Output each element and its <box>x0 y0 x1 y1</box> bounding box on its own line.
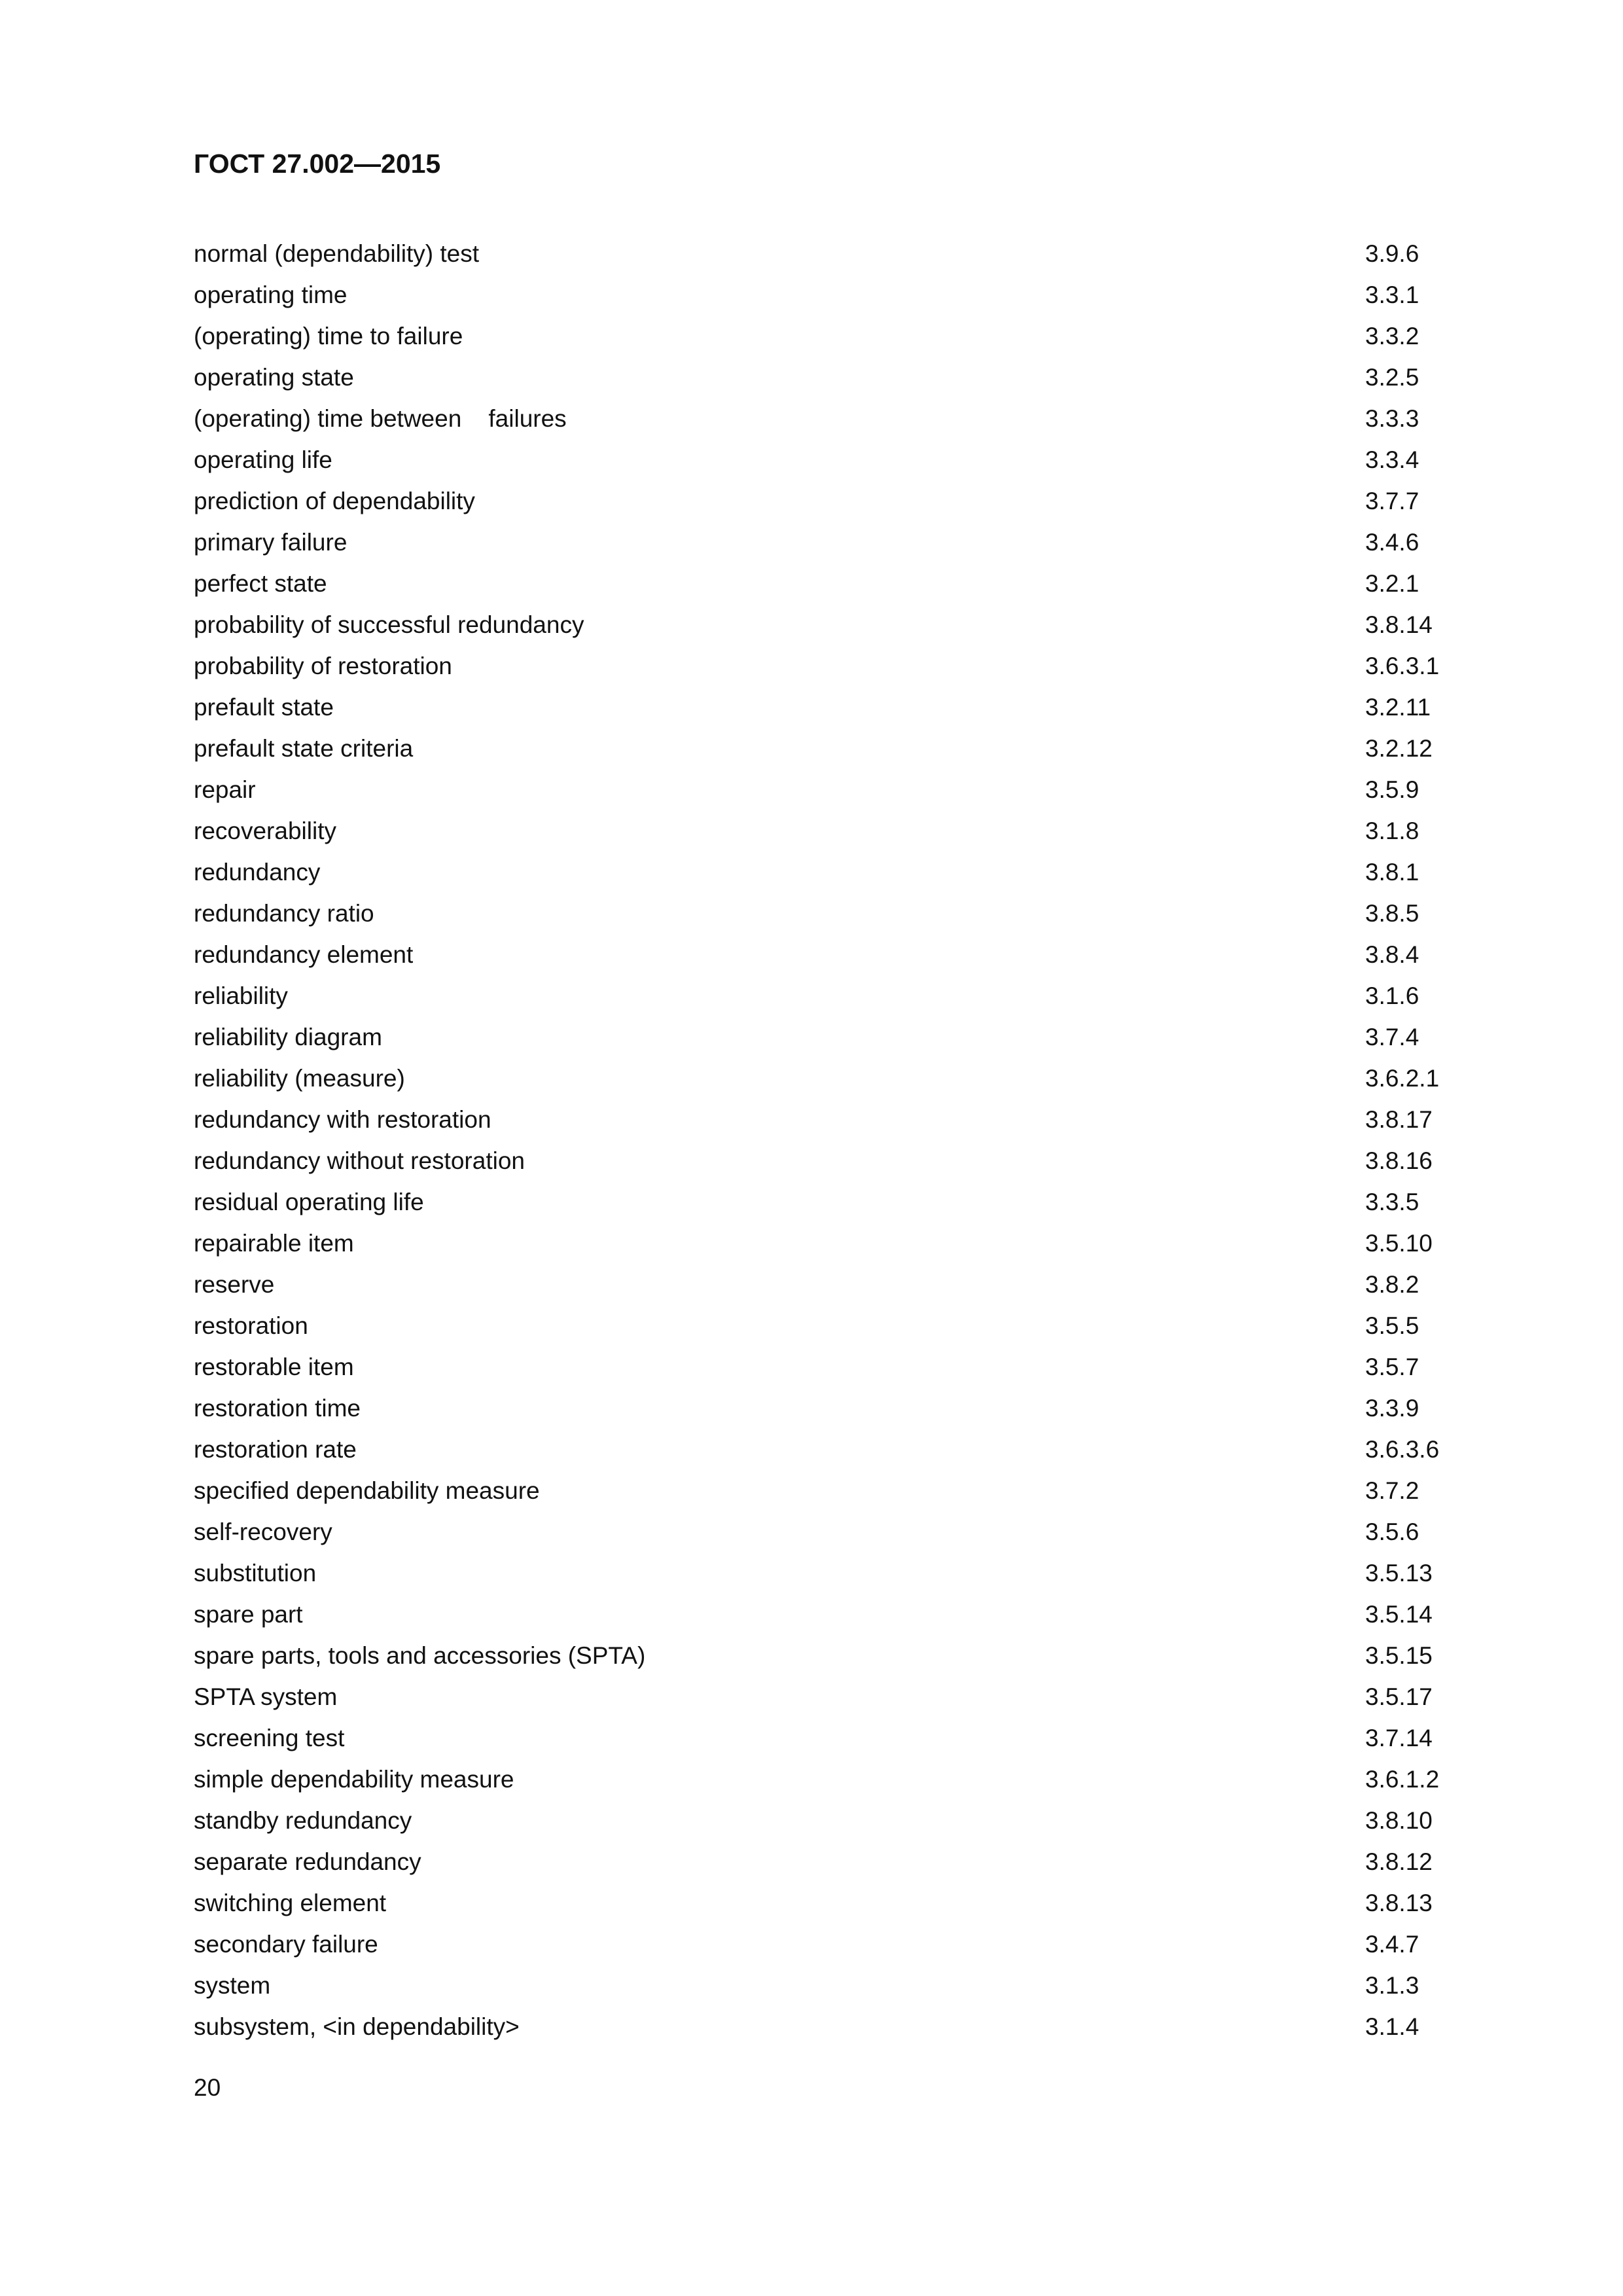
index-term: (operating) time between failures <box>194 405 567 432</box>
index-entry <box>194 1511 1470 1552</box>
index-reference-number: 3.8.16 <box>1365 1147 1433 1174</box>
index-reference-number: 3.3.3 <box>1365 405 1419 432</box>
index-term: (operating) time to failure <box>194 323 463 350</box>
index-term: prefault state criteria <box>194 735 414 762</box>
index-reference-number: 3.6.2.1 <box>1365 1065 1440 1092</box>
index-reference-number: 3.9.6 <box>1365 240 1419 267</box>
index-reference-number: 3.1.4 <box>1365 2013 1419 2040</box>
index-term: probability of restoration <box>194 653 452 679</box>
index-term: probability of successful redundancy <box>194 611 584 638</box>
index-entry <box>194 1552 1470 1594</box>
index-term: repair <box>194 776 256 803</box>
index-entry <box>194 1965 1470 2006</box>
index-entry <box>194 563 1470 604</box>
index-entry <box>194 1924 1470 1965</box>
index-reference-number: 3.8.1 <box>1365 859 1419 886</box>
index-reference-number: 3.4.6 <box>1365 529 1419 556</box>
index-reference-number: 3.8.2 <box>1365 1271 1419 1298</box>
index-term: prediction of dependability <box>194 488 475 514</box>
index-reference-number: 3.5.6 <box>1365 1518 1419 1545</box>
index-term: standby redundancy <box>194 1807 412 1834</box>
index-entry <box>194 769 1470 810</box>
index-reference-number: 3.8.13 <box>1365 1890 1433 1916</box>
index-reference-number: 3.2.5 <box>1365 364 1419 391</box>
index-term: prefault state <box>194 694 334 721</box>
index-reference-number: 3.3.1 <box>1365 281 1419 308</box>
index-reference-number: 3.5.10 <box>1365 1230 1433 1257</box>
index-entry <box>194 2006 1470 2047</box>
index-entry <box>194 1594 1470 1635</box>
index-reference-number: 3.2.1 <box>1365 570 1419 597</box>
index-entry <box>194 274 1470 315</box>
index-term: subsystem, <in dependability> <box>194 2013 520 2040</box>
index-entry <box>194 522 1470 563</box>
index-entry <box>194 1470 1470 1511</box>
index-reference-number: 3.7.14 <box>1365 1725 1433 1751</box>
index-term: primary failure <box>194 529 348 556</box>
index-reference-number: 3.1.3 <box>1365 1972 1419 1999</box>
index-reference-number: 3.5.17 <box>1365 1683 1433 1710</box>
index-entry <box>194 1099 1470 1140</box>
index-term: reliability <box>194 982 288 1009</box>
index-entry <box>194 233 1470 274</box>
index-entry <box>194 1181 1470 1223</box>
index-reference-number: 3.5.9 <box>1365 776 1419 803</box>
index-term: redundancy without restoration <box>194 1147 525 1174</box>
index-entry <box>194 1717 1470 1759</box>
index-term: reserve <box>194 1271 275 1298</box>
index-term: specified dependability measure <box>194 1477 540 1504</box>
index-reference-number: 3.1.8 <box>1365 817 1419 844</box>
index-entry <box>194 398 1470 439</box>
index-reference-number: 3.8.10 <box>1365 1807 1433 1834</box>
index-term: redundancy with restoration <box>194 1106 491 1133</box>
index-term: repairable item <box>194 1230 354 1257</box>
index-term: operating life <box>194 446 332 473</box>
index-reference-number: 3.8.17 <box>1365 1106 1433 1133</box>
index-term: spare part <box>194 1601 303 1628</box>
index-term: restoration <box>194 1312 308 1339</box>
index-term: recoverability <box>194 817 336 844</box>
index-reference-number: 3.5.13 <box>1365 1560 1433 1587</box>
index-term: redundancy <box>194 859 321 886</box>
index-reference-number: 3.5.7 <box>1365 1354 1419 1380</box>
index-reference-number: 3.3.5 <box>1365 1189 1419 1215</box>
index-entry <box>194 604 1470 645</box>
index-entry <box>194 810 1470 852</box>
index-term: operating state <box>194 364 354 391</box>
index-entry <box>194 1346 1470 1388</box>
index-reference-number: 3.7.2 <box>1365 1477 1419 1504</box>
index-entry <box>194 728 1470 769</box>
index-entry <box>194 1264 1470 1305</box>
index-term: simple dependability measure <box>194 1766 514 1793</box>
index-reference-number: 3.2.11 <box>1365 694 1431 721</box>
index-term: screening test <box>194 1725 345 1751</box>
index-entry <box>194 439 1470 480</box>
index-entry <box>194 852 1470 893</box>
index-reference-number: 3.8.14 <box>1365 611 1433 638</box>
index-reference-number: 3.3.2 <box>1365 323 1419 350</box>
index-reference-number: 3.5.5 <box>1365 1312 1419 1339</box>
index-reference-number: 3.8.4 <box>1365 941 1419 968</box>
index-entry <box>194 1759 1470 1800</box>
index-reference-number: 3.8.12 <box>1365 1848 1433 1875</box>
index-entry <box>194 1800 1470 1841</box>
page-number: 20 <box>194 2074 221 2101</box>
index-reference-number: 3.5.15 <box>1365 1642 1433 1669</box>
index-entry <box>194 893 1470 934</box>
index-term: reliability (measure) <box>194 1065 405 1092</box>
index-entry <box>194 645 1470 687</box>
index-term: operating time <box>194 281 348 308</box>
index-term: system <box>194 1972 271 1999</box>
index-entry <box>194 480 1470 522</box>
index-term: self-recovery <box>194 1518 332 1545</box>
index-reference-number: 3.3.9 <box>1365 1395 1419 1422</box>
index-term: SPTA system <box>194 1683 338 1710</box>
index-entry <box>194 315 1470 357</box>
index-reference-number: 3.8.5 <box>1365 900 1419 927</box>
term-index-list <box>194 233 1470 2047</box>
index-reference-number: 3.6.1.2 <box>1365 1766 1440 1793</box>
index-entry <box>194 1429 1470 1470</box>
index-term: restoration time <box>194 1395 361 1422</box>
index-reference-number: 3.3.4 <box>1365 446 1419 473</box>
index-entry <box>194 1676 1470 1717</box>
index-reference-number: 3.6.3.6 <box>1365 1436 1440 1463</box>
index-entry <box>194 1058 1470 1099</box>
index-entry <box>194 687 1470 728</box>
index-reference-number: 3.4.7 <box>1365 1931 1419 1958</box>
index-term: restorable item <box>194 1354 354 1380</box>
index-entry <box>194 1388 1470 1429</box>
index-entry <box>194 1635 1470 1676</box>
index-term: residual operating life <box>194 1189 424 1215</box>
index-entry <box>194 1140 1470 1181</box>
index-entry <box>194 934 1470 975</box>
index-term: reliability diagram <box>194 1024 382 1050</box>
index-reference-number: 3.2.12 <box>1365 735 1433 762</box>
index-reference-number: 3.1.6 <box>1365 982 1419 1009</box>
index-term: restoration rate <box>194 1436 357 1463</box>
index-reference-number: 3.7.7 <box>1365 488 1419 514</box>
index-entry <box>194 1882 1470 1924</box>
index-entry <box>194 1016 1470 1058</box>
index-entry <box>194 975 1470 1016</box>
index-reference-number: 3.5.14 <box>1365 1601 1433 1628</box>
index-term: redundancy ratio <box>194 900 374 927</box>
index-term: perfect state <box>194 570 327 597</box>
index-term: substitution <box>194 1560 317 1587</box>
index-term: redundancy element <box>194 941 414 968</box>
index-reference-number: 3.7.4 <box>1365 1024 1419 1050</box>
index-term: separate redundancy <box>194 1848 421 1875</box>
index-term: spare parts, tools and accessories (SPTA) <box>194 1642 646 1669</box>
index-term: secondary failure <box>194 1931 378 1958</box>
index-term: switching element <box>194 1890 387 1916</box>
index-entry <box>194 1305 1470 1346</box>
index-entry <box>194 357 1470 398</box>
index-reference-number: 3.6.3.1 <box>1365 653 1440 679</box>
index-entry <box>194 1841 1470 1882</box>
document-header: ГОСТ 27.002—2015 <box>194 149 441 179</box>
index-term: normal (dependability) test <box>194 240 479 267</box>
index-entry <box>194 1223 1470 1264</box>
